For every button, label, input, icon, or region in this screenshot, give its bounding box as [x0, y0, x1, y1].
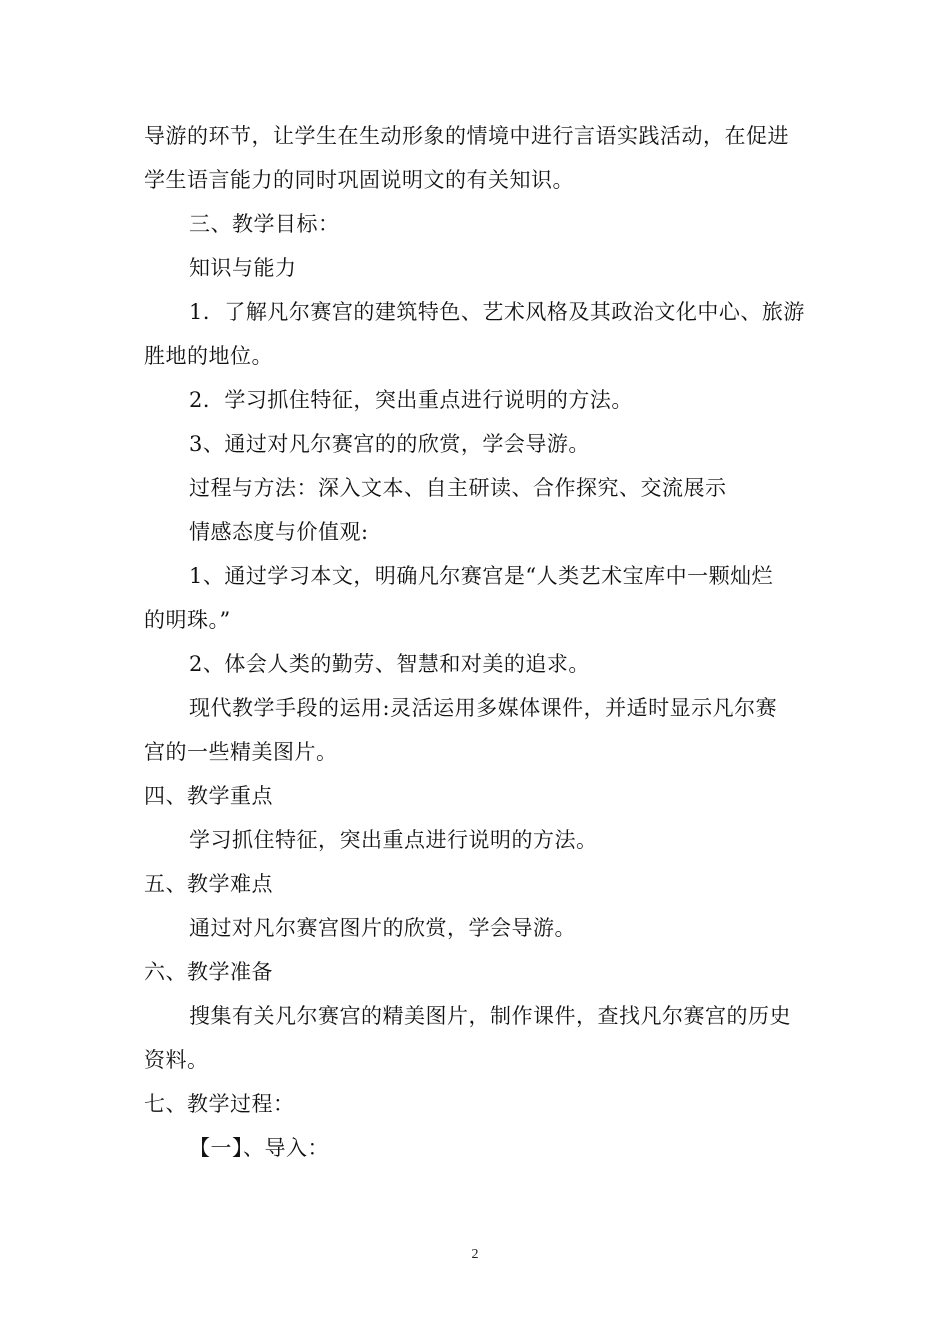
text-line: 的明珠。”: [144, 608, 231, 632]
text-line: 过程与方法：深入文本、自主研读、合作探究、交流展示: [189, 476, 727, 500]
text-line: 1、通过学习本文，明确凡尔赛宫是“人类艺术宝库中一颗灿烂: [189, 564, 774, 588]
text-line: 四、教学重点: [144, 784, 273, 808]
text-line: 1．了解凡尔赛宫的建筑特色、艺术风格及其政治文化中心、旅游: [189, 300, 805, 324]
text-line: 通过对凡尔赛宫图片的欣赏，学会导游。: [189, 916, 576, 940]
text-line: 【一】、导入：: [189, 1136, 329, 1160]
text-line: 现代教学手段的运用:灵活运用多媒体课件，并适时显示凡尔赛: [189, 696, 778, 720]
text-line: 知识与能力: [189, 256, 297, 280]
text-line: 情感态度与价值观:: [189, 520, 369, 544]
text-line: 三、教学目标：: [189, 212, 340, 236]
page-number: 2: [471, 1247, 479, 1262]
text-line: 2、体会人类的勤劳、智慧和对美的追求。: [189, 652, 590, 676]
text-line: 宫的一些精美图片。: [144, 740, 338, 764]
text-line: 搜集有关凡尔赛宫的精美图片，制作课件，查找凡尔赛宫的历史: [189, 1004, 791, 1028]
document-body: [144, 114, 814, 1170]
text-line: 六、教学准备: [144, 960, 273, 984]
text-line: 胜地的地位。: [144, 344, 273, 368]
text-line: 七、教学过程：: [144, 1092, 295, 1116]
text-line: 五、教学难点: [144, 872, 273, 896]
text-line: 3、通过对凡尔赛宫的的欣赏，学会导游。: [189, 432, 590, 456]
text-line: 导游的环节，让学生在生动形象的情境中进行言语实践活动，在促进: [144, 124, 789, 148]
text-line: 2．学习抓住特征，突出重点进行说明的方法。: [189, 388, 633, 412]
text-line: 学生语言能力的同时巩固说明文的有关知识。: [144, 168, 574, 192]
text-line: 资料。: [144, 1048, 209, 1072]
text-line: 学习抓住特征，突出重点进行说明的方法。: [189, 828, 598, 852]
